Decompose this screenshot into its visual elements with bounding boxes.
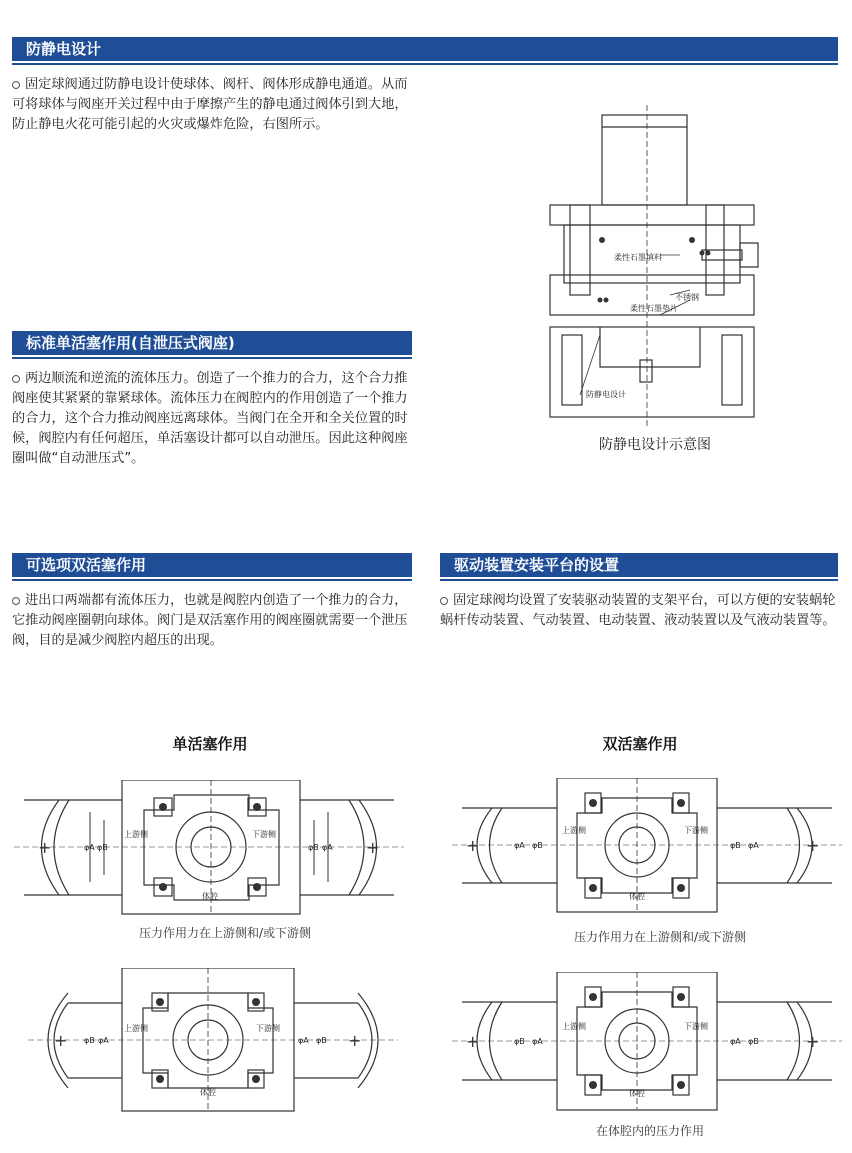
- antistatic-valve-figure: [540, 105, 770, 427]
- section-title-anti-static: 防静电设计: [26, 40, 102, 58]
- bullet-icon: [12, 597, 20, 605]
- double-bottom-caption: 在体腔内的压力作用: [595, 1124, 704, 1138]
- label-upstream: 上游侧: [562, 826, 586, 835]
- label-cavity: 体腔: [629, 1089, 645, 1098]
- label-phiB: φB: [532, 841, 543, 850]
- label-phiB: φB: [97, 843, 108, 852]
- section-bar-single-piston: [12, 331, 412, 355]
- label-downstream: 下游侧: [252, 830, 276, 839]
- label-phiA: φA: [298, 1036, 309, 1045]
- svg-text:+: +: [366, 838, 380, 857]
- label-cavity: 体腔: [202, 892, 218, 901]
- label-phiB: φB: [748, 1037, 759, 1046]
- label-cavity: 体腔: [629, 892, 645, 901]
- label-phiA: φA: [98, 1036, 109, 1045]
- single-top-caption: 压力作用力在上游侧和/或下游侧: [138, 926, 312, 940]
- svg-text:+: +: [466, 1032, 480, 1051]
- label-downstream: 下游侧: [684, 826, 708, 835]
- label-upstream: 上游侧: [124, 1024, 148, 1033]
- svg-text:+: +: [806, 836, 820, 855]
- label-graphite-packing: 柔性石墨填料: [614, 253, 662, 262]
- bullet-icon: [12, 81, 20, 89]
- single-piston-diagram-bottom: [28, 968, 398, 1113]
- actuator-platform-paragraph: [440, 591, 840, 631]
- double-piston-text: 进出口两端都有流体压力，也就是阀腔内创造了一个推力的合力，它推动阀座圈朝向球体。阀门是双活塞作用的阀座圈就需要一个泄压阀，目的是减少阀腔内超压的出现。: [12, 593, 408, 648]
- label-phiB: φB: [316, 1036, 327, 1045]
- double-piston-diagram-top: [452, 778, 842, 913]
- label-phiA: φA: [532, 1037, 543, 1046]
- svg-text:+: +: [466, 836, 480, 855]
- label-phiA: φA: [730, 1037, 741, 1046]
- section-title-single-piston: 标准单活塞作用(自泄压式阀座): [26, 334, 235, 352]
- label-phiA: φA: [514, 841, 525, 850]
- label-antistatic-design: 防静电设计: [586, 390, 626, 399]
- label-phiA: φA: [748, 841, 759, 850]
- svg-text:+: +: [38, 838, 52, 857]
- label-upstream: 上游侧: [562, 1022, 586, 1031]
- anti-static-text: 固定球阀通过防静电设计使球体、阀杆、阀体形成静电通道。从而可将球体与阀座开关过程中由于摩擦产生的静电通过阀体引到大地，防止静电火花可能引起的火灾或爆炸危险，右图所示。: [12, 77, 408, 132]
- label-phiA: φA: [84, 843, 95, 852]
- svg-text:+: +: [806, 1032, 820, 1051]
- label-phiB: φB: [308, 843, 319, 852]
- label-phiB: φB: [730, 841, 741, 850]
- section-title-double-piston: 可选项双活塞作用: [26, 556, 147, 574]
- double-top-caption: 压力作用力在上游侧和/或下游侧: [573, 930, 747, 944]
- actuator-platform-text: 固定球阀均设置了安装驱动装置的支架平台，可以方便的安装蜗轮蜗杆传动装置、气动装置、电动装置、液动装置以及气液动装置等。: [440, 593, 836, 628]
- single-piston-paragraph: [12, 369, 417, 469]
- label-downstream: 下游侧: [684, 1022, 708, 1031]
- double-piston-diagram-title: 双活塞作用: [602, 735, 678, 753]
- section-bar-actuator-platform: [440, 553, 838, 577]
- bullet-icon: [440, 597, 448, 605]
- double-piston-diagram-bottom: [452, 972, 842, 1112]
- anti-static-paragraph: [12, 75, 417, 135]
- label-cavity: 体腔: [200, 1088, 216, 1097]
- label-phiB: φB: [84, 1036, 95, 1045]
- section-bar-anti-static: [12, 37, 838, 61]
- svg-text:+: +: [348, 1031, 362, 1050]
- bullet-icon: [12, 375, 20, 383]
- section-title-actuator-platform: 驱动装置安装平台的设置: [454, 556, 620, 574]
- single-piston-text: 两边顺流和逆流的流体压力。创造了一个推力的合力，这个合力推阀座使其紧紧的靠紧球体。流体压力在阀腔内的作用创造了一个推力的合力，这个合力推动阀座远离球体。当阀门在全开和全关位置的时候，阀腔内有任何超压，单活塞设计都可以自动泄压。因此这种阀座圈叫做“自动泄压式”。: [12, 371, 408, 466]
- single-piston-diagram-top: [14, 780, 404, 915]
- svg-text:+: +: [54, 1031, 68, 1050]
- antistatic-figure-caption: 防静电设计示意图: [599, 437, 711, 453]
- double-piston-paragraph: [12, 591, 417, 651]
- section-bar-double-piston: [12, 553, 412, 577]
- single-piston-diagram-title: 单活塞作用: [172, 735, 248, 753]
- label-phiA: φA: [322, 843, 333, 852]
- label-stainless: 不锈钢: [675, 293, 699, 302]
- label-upstream: 上游侧: [124, 830, 148, 839]
- label-phiB: φB: [514, 1037, 525, 1046]
- label-downstream: 下游侧: [256, 1024, 280, 1033]
- label-graphite-gasket: 柔性石墨垫片: [630, 304, 678, 313]
